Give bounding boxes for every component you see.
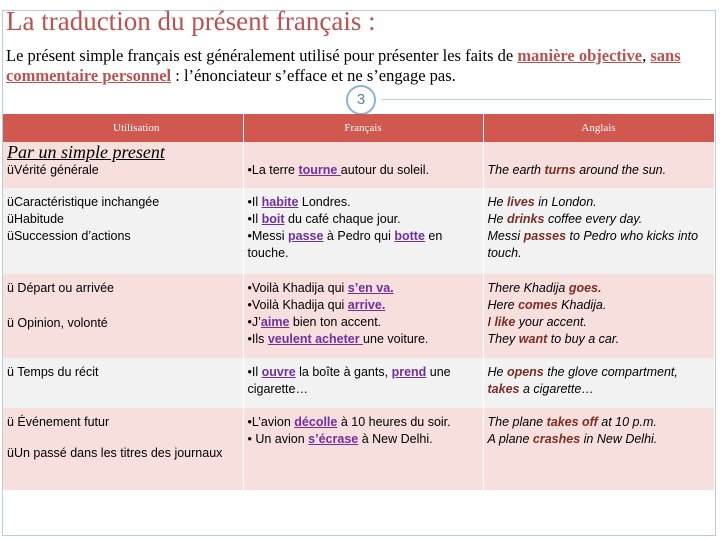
sentence-text: la boîte à gants, [295,365,392,379]
cell-francais [243,408,483,490]
sentence-line [248,314,479,331]
verb-highlight: turns [544,163,576,177]
sentence-line [488,297,710,314]
verb-highlight: drinks [506,212,545,226]
sentence-text: une cigarette… [247,365,451,396]
intro-highlight-objective: manière objective [517,46,643,65]
intro-text-1: Le présent simple français est généralement utilisé pour présenter les faits de [6,46,518,65]
header-francais: Français [243,114,483,142]
verb-highlight: s’écrase [308,432,359,446]
verb-highlight: botte [394,229,425,243]
table-row [3,274,714,358]
sentence-text: I [487,315,495,329]
sentence-text: à 10 heures du soir. [337,415,451,429]
cell-utilisation [3,142,243,188]
verb-highlight: want [518,332,548,346]
sentence-text: •La terre [247,163,299,177]
usage-item: üSuccession d’actions [7,229,131,243]
sentence-line [488,331,710,348]
sentence-line [488,414,710,431]
sentence-text: the glove compartment, [543,365,678,379]
sentence-text: • Un avion [247,432,309,446]
cell-francais [243,358,483,408]
sentence-text: at 10 p.m. [597,415,657,429]
cell-utilisation [3,188,243,274]
sentence-line [248,280,479,297]
verb-highlight: crashes [532,432,581,446]
sentence-text: une voiture. [363,332,429,346]
verb-highlight: habite [261,195,299,209]
sentence-text: Londres. [298,195,351,209]
usage-item: üUn passé dans les titres des journaux [7,446,223,460]
cell-anglais [483,358,714,408]
sentence-text: There Khadija [487,281,569,295]
sentence-text: à Pedro qui [323,229,395,243]
sentence-line [488,194,710,211]
sentence-line [248,364,479,398]
sentence-text: •Voilà Khadija qui [247,281,348,295]
slide-title: La traduction du présent français : [6,6,376,36]
cell-utilisation [3,274,243,358]
sentence-text: coffee every day. [544,212,643,226]
verb-highlight: goes. [568,281,602,295]
sentence-text: The plane [487,415,547,429]
sentence-text: •Ils [247,332,268,346]
intro-separator: , [642,46,651,65]
cell-utilisation [3,358,243,408]
verb-highlight: takes off [546,415,598,429]
verb-highlight: aime [260,315,290,329]
usage-item: üCaractéristique inchangée [7,195,160,209]
sentence-text: •Voilà Khadija qui [247,298,348,312]
sentence-text: He [487,365,507,379]
sentence-line [248,228,479,262]
verb-highlight: opens [506,365,544,379]
cell-utilisation [3,408,243,490]
cell-francais [243,274,483,358]
usage-item: üVérité générale [7,163,99,177]
sentence-text: A plane [487,432,533,446]
verb-highlight: passes [523,229,567,243]
table-row [3,358,714,408]
page-number-badge: 3 [346,85,376,115]
sentence-text: He [487,212,507,226]
header-utilisation: Utilisation [3,114,243,142]
sentence-text: to Pedro who kicks into touch. [487,229,699,260]
sentence-text: •Messi [247,229,288,243]
verb-highlight: comes [518,298,558,312]
header-anglais: Anglais [483,114,714,142]
verb-highlight: décolle [294,415,338,429]
sentence-text: in New Delhi. [580,432,658,446]
verb-highlight: prend [391,365,427,379]
intro-paragraph [6,46,696,86]
verb-highlight: boit [261,212,285,226]
sentence-line [248,297,479,314]
table-row [3,188,714,274]
sentence-text: autour du soleil. [340,163,430,177]
verb-highlight: arrive. [347,298,386,312]
sentence-text: to buy a car. [547,332,620,346]
sentence-line [248,162,479,179]
sentence-text: your accent. [515,315,587,329]
sentence-text: Here [487,298,519,312]
verb-highlight: passe [288,229,324,243]
usage-item: ü Temps du récit [7,365,99,379]
sentence-text: He [487,195,507,209]
sentence-line [488,228,710,262]
verb-highlight: like [494,315,516,329]
sentence-text: The earth [487,163,545,177]
usage-item: üHabitude [7,212,64,226]
verb-highlight: lives [506,195,535,209]
table-row [3,142,714,188]
usage-item: ü Opinion, volonté [7,316,108,330]
sentence-text: •Il [247,212,262,226]
sentence-text: around the sun. [575,163,667,177]
verb-highlight: ouvre [261,365,296,379]
cell-francais [243,188,483,274]
sentence-line [248,414,479,431]
sentence-text: •J’ [247,315,261,329]
cell-francais [243,142,483,188]
verb-highlight: takes [487,382,520,396]
sentence-line [488,314,710,331]
sentence-text: in London. [534,195,597,209]
sentence-text: à New Delhi. [358,432,433,446]
table-row [3,408,714,490]
divider-line [382,99,712,100]
usage-item: ü Départ ou arrivée [7,281,115,295]
table-header-row [3,114,714,142]
cell-anglais [483,188,714,274]
cell-anglais [483,408,714,490]
sentence-line [488,162,710,179]
sentence-line [488,364,710,398]
sentence-line [488,211,710,228]
sentence-text: en touche. [247,229,443,260]
verb-highlight: tourne [298,163,341,177]
cell-anglais [483,274,714,358]
verb-highlight: veulent acheter [267,332,364,346]
sentence-line [488,280,710,297]
verb-highlight: s’en va. [347,281,394,295]
translation-table [3,114,715,490]
sentence-text: bien ton accent. [289,315,382,329]
section-subheading: Par un simple present [7,142,165,162]
sentence-text: •Il [247,195,262,209]
sentence-text: They [487,332,519,346]
sentence-text: a cigarette… [519,382,594,396]
sentence-text: Khadija. [557,298,607,312]
sentence-line [488,431,710,448]
intro-text-2: : l’énonciateur s’efface et ne s’engage pas. [171,66,456,85]
sentence-text: du café chaque jour. [284,212,401,226]
sentence-line [248,211,479,228]
sentence-text: •Il [247,365,262,379]
usage-item: ü Événement futur [7,415,110,429]
sentence-line [248,194,479,211]
sentence-line [248,331,479,348]
cell-anglais [483,142,714,188]
sentence-text: •L’avion [247,415,295,429]
sentence-line [248,431,479,448]
sentence-text: Messi [487,229,524,243]
intro-highlight-no-comment: sans commentaire personnel [6,46,681,85]
